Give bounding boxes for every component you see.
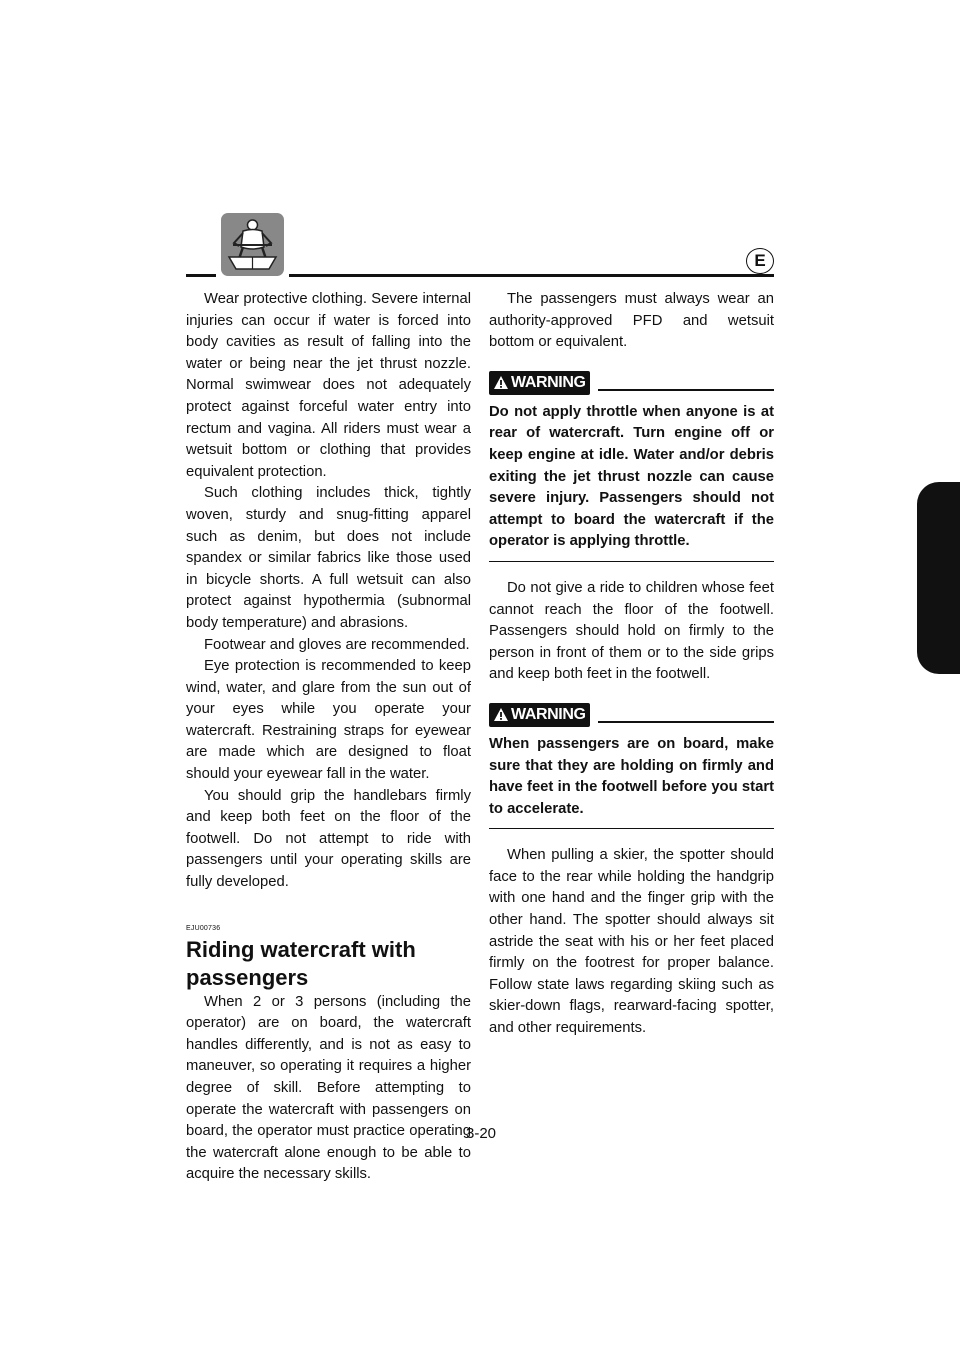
language-badge: E bbox=[746, 248, 774, 274]
warning-rule bbox=[598, 389, 774, 391]
header-rule-left bbox=[186, 274, 216, 277]
paragraph-clothing-types: Such clothing includes thick, tightly woven, sturdy and snug-fitting apparel such as denim, but does not include spandex or similar fabrics like those used in bicycle shorts. A full wetsuit can also protect against hypothermia (subnormal body temperature) and abrasions. bbox=[186, 485, 471, 631]
warning-box-throttle bbox=[489, 370, 774, 562]
warning-header bbox=[489, 370, 774, 396]
header-rule bbox=[289, 274, 774, 277]
right-column bbox=[489, 289, 774, 1040]
paragraph-passengers-handling: When 2 or 3 persons (including the operator) are on board, the watercraft handles differently, and is not as easy to maneuver, so operating it requires a higher degree of skill. Before attempting to operate the watercraft with passengers on board, the operator must practice operating the watercraft alone enough to be able to acquire the necessary skills. bbox=[186, 993, 471, 1183]
chapter-tab bbox=[917, 482, 960, 674]
warning-badge bbox=[489, 371, 590, 395]
paragraph-pfd: The passengers must always wear an authority-approved PFD and wetsuit bottom or equivalent. bbox=[489, 291, 774, 351]
paragraph-footwear: Footwear and gloves are recommended. bbox=[204, 636, 470, 653]
paragraph-grip-handlebars: You should grip the handlebars firmly and keep both feet on the floor of the footwell. Do not attempt to ride with passengers until your operating skills are fully developed. bbox=[186, 787, 471, 891]
page-number: 3-20 bbox=[466, 1125, 497, 1142]
section-title: Riding watercraft with passengers bbox=[186, 936, 416, 990]
paragraph-eye-protection: Eye protection is recommended to keep wind, water, and glare from the sun out of your eyes while you operate your watercraft. Restraining straps for eyewear are made which are designed to float should your eyewear fall in the water. bbox=[186, 658, 471, 783]
paragraph-protective-clothing: Wear protective clothing. Severe internal injuries can occur if water is forced into body cavities as result of falling into the water or being near the jet thrust nozzle. Normal swimwear does not adequately protect against forceful water entry into rectum and vagina. All riders must wear a wetsuit bottom or clothing that provides equivalent protection. bbox=[186, 291, 471, 480]
warning-label: WARNING bbox=[511, 373, 586, 391]
warning-rule bbox=[598, 721, 774, 723]
rider-on-watercraft-icon bbox=[221, 213, 284, 276]
section-code: EJU00736 bbox=[186, 924, 221, 932]
paragraph-children: Do not give a ride to children whose feet cannot reach the floor of the footwell. Passengers should hold on firmly to the person in front of them or to the side grips and keep both feet in the footwell. bbox=[489, 579, 774, 683]
left-column bbox=[186, 289, 471, 1186]
warning-triangle-icon bbox=[493, 375, 509, 390]
warning-box-accelerate bbox=[489, 702, 774, 829]
warning-text-throttle: Do not apply throttle when anyone is at rear of watercraft. Turn engine off or keep engine at idle. Water and/or debris exiting the jet thrust nozzle can cause severe injury. Passengers should not attempt to board the watercraft if the operator is applying throttle. bbox=[489, 402, 774, 562]
warning-triangle-icon bbox=[493, 707, 509, 722]
warning-text-accelerate: When passengers are on board, make sure that they are holding on firmly and have feet in the footwell before you start to accelerate. bbox=[489, 734, 774, 829]
warning-badge bbox=[489, 703, 590, 727]
warning-header bbox=[489, 702, 774, 728]
warning-label: WARNING bbox=[511, 705, 586, 723]
paragraph-skier-spotter: When pulling a skier, the spotter should face to the rear while holding the handgrip with one hand and the finger grip with the other hand. The spotter should always sit astride the seat with his or her feet placed firmly on the footrest for proper balance. Follow state laws regarding skiing such as skier-down flags, rearward-facing spotter, and other requirements. bbox=[489, 847, 774, 1037]
